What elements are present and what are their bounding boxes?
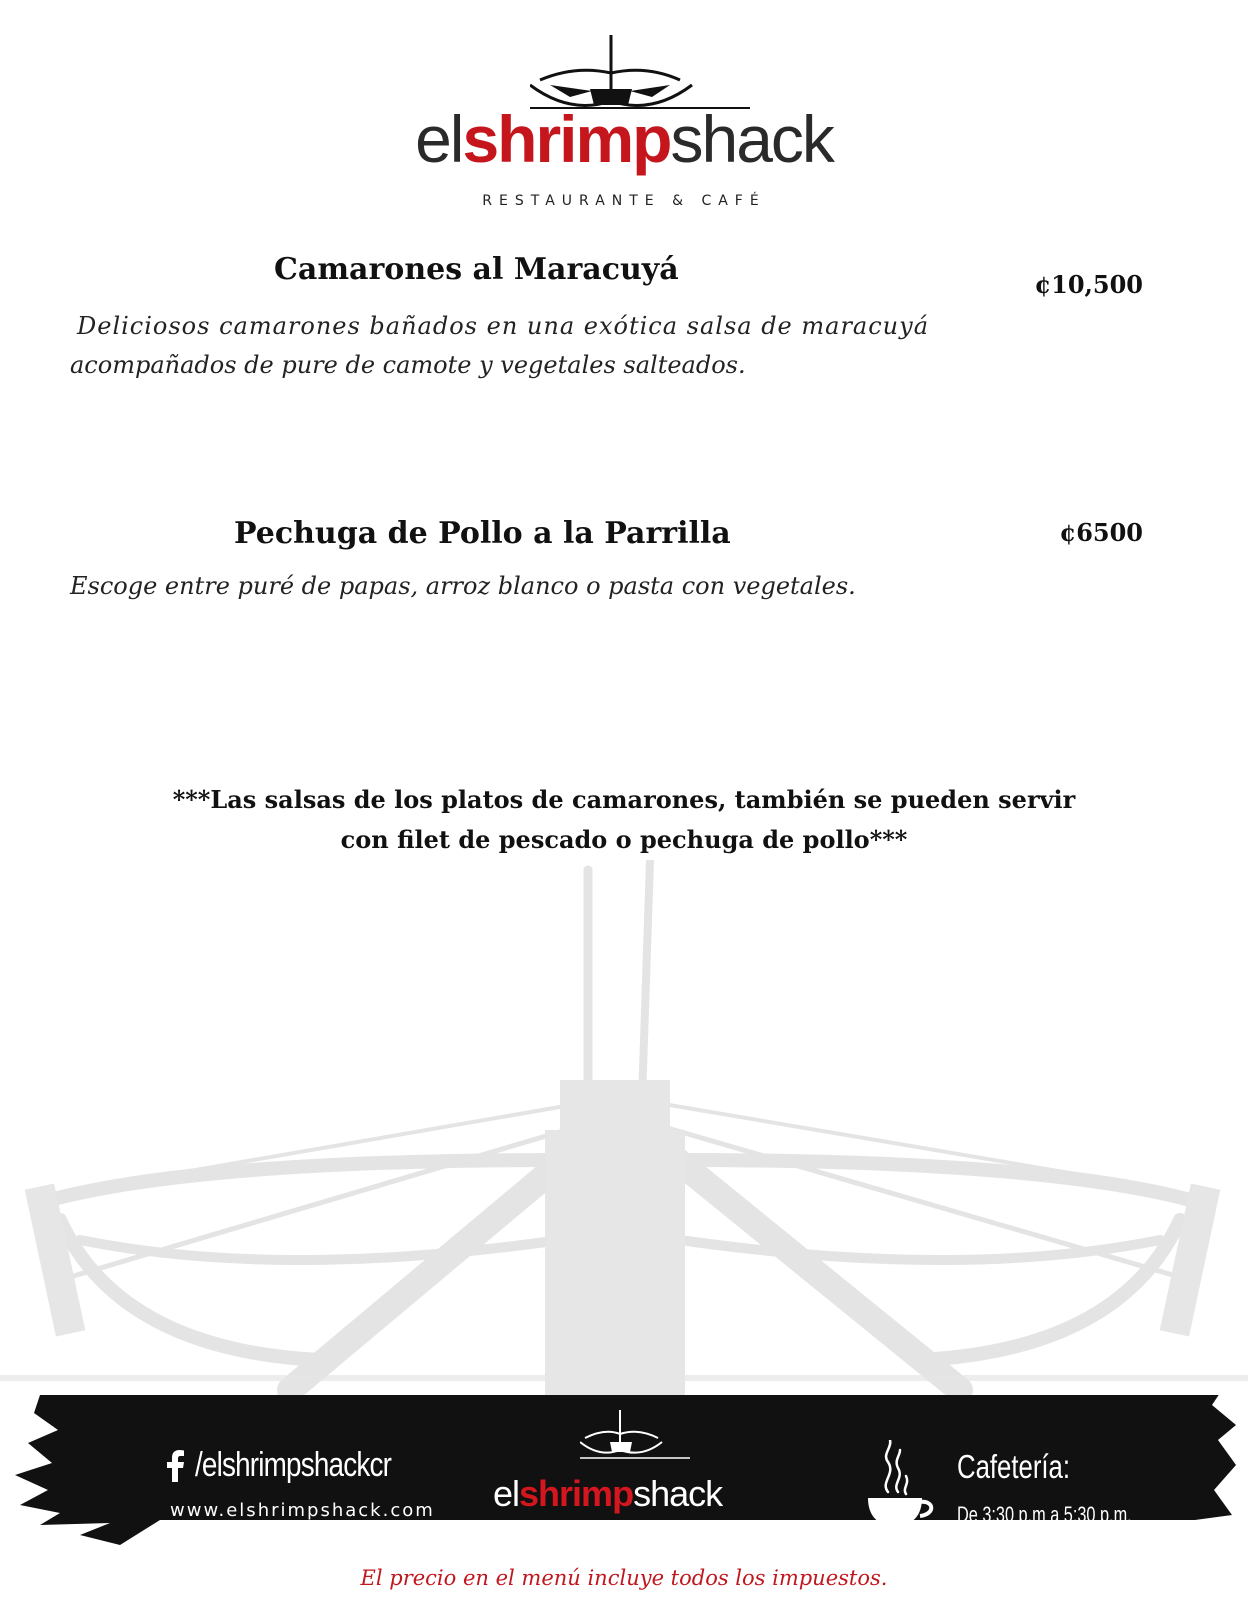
brand-logo: elshrimpshack xyxy=(415,102,833,176)
dish-price: ¢10,500 xyxy=(1034,270,1143,299)
dish-description: acompañados de pure de camote y vegetales salteados. xyxy=(70,351,746,379)
sauce-note xyxy=(0,780,1248,860)
facebook-handle[interactable]: /elshrimpshackcr xyxy=(195,1446,392,1484)
coffee-cup-icon xyxy=(858,1440,940,1540)
dish-description: Escoge entre puré de papas, arroz blanco o pasta con vegetales. xyxy=(70,572,856,600)
dish-title: Camarones al Maracuyá xyxy=(274,252,679,287)
cafe-hours: De 3:30 p.m a 5:30 p.m. xyxy=(957,1502,1132,1527)
cafe-title: Cafetería: xyxy=(957,1448,1071,1485)
dish-title: Pechuga de Pollo a la Parrilla xyxy=(234,516,731,551)
dish-price: ¢6500 xyxy=(1059,518,1143,547)
tax-note: El precio en el menú incluye todos los impuestos. xyxy=(360,1566,888,1590)
ship-watermark xyxy=(0,860,1248,1400)
website-link[interactable]: www.elshrimpshack.com xyxy=(170,1500,435,1521)
sauce-note-line: con filet de pescado o pechuga de pollo*** xyxy=(340,825,908,854)
sauce-note-line: ***Las salsas de los platos de camarones, también se pueden servir xyxy=(172,785,1076,814)
footer-shrimp-boat-icon xyxy=(580,1410,690,1465)
facebook-icon[interactable] xyxy=(167,1450,185,1482)
brand-tagline: RESTAURANTE & CAFÉ xyxy=(482,193,766,209)
dish-description: Deliciosos camarones bañados en una exótica salsa de maracuyá xyxy=(77,312,930,340)
footer-brand-logo: elshrimpshack xyxy=(493,1473,723,1514)
